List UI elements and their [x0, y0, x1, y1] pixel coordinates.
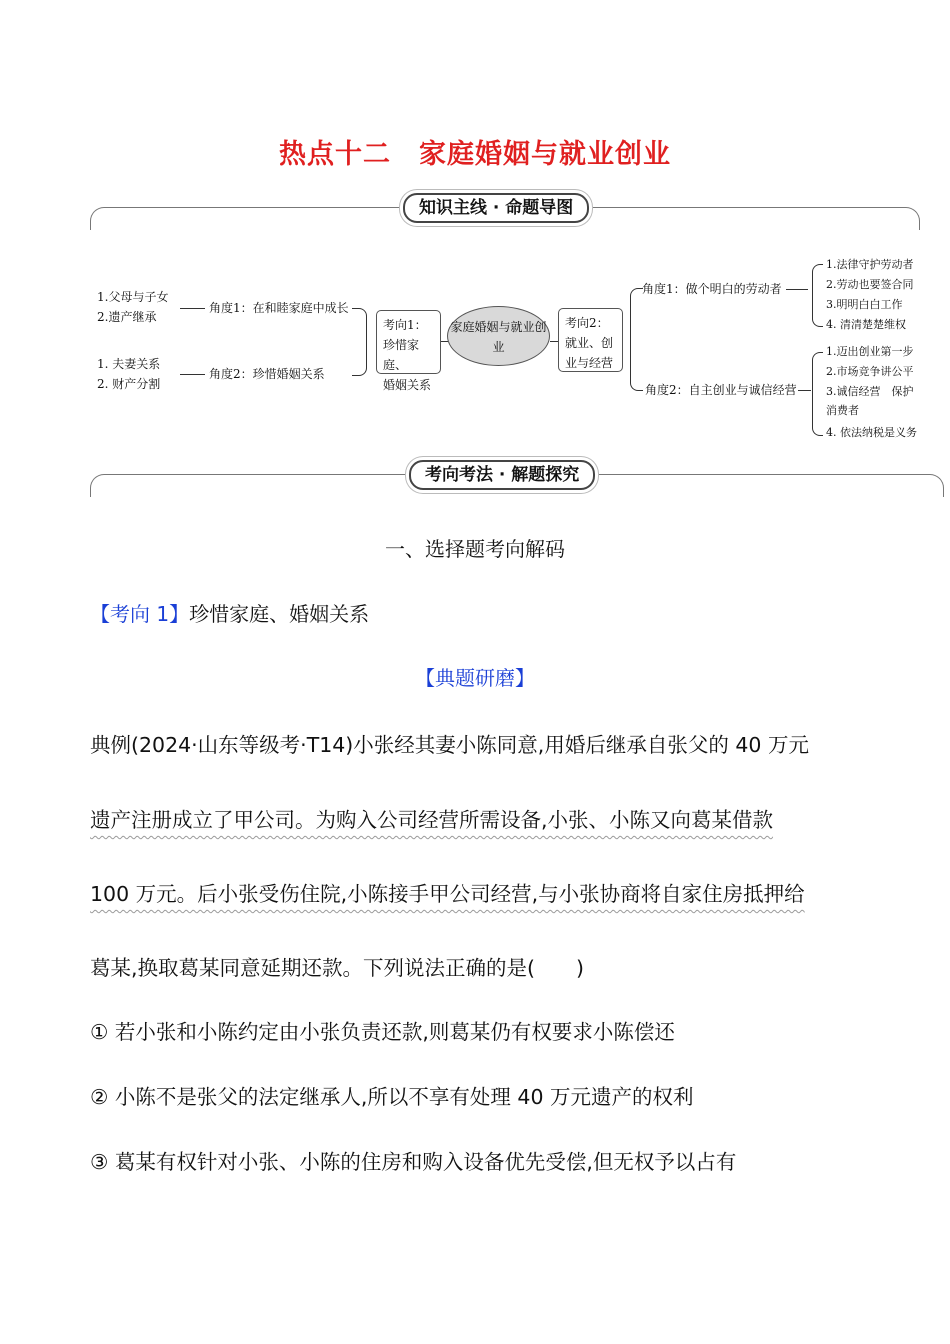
- question-line-text: 100 万元。后小张受伤住院,小陈接手甲公司经营,与小张协商将自家住房抵押给: [90, 882, 805, 906]
- left-angle2-item: 2. 财产分割: [97, 377, 161, 391]
- connector-line: [798, 390, 811, 391]
- question-line-text: 遗产注册成立了甲公司。为购入公司经营所需设备,小张、小陈又向葛某借款: [90, 808, 774, 832]
- right-topic-line: 考向2：: [565, 316, 609, 330]
- kaoxiang-tag: 【考向 1】: [90, 602, 190, 626]
- right-topic-box: [558, 308, 623, 372]
- left-angle2-item: 1. 夫妻关系: [97, 357, 161, 371]
- left-bracket: [352, 308, 367, 376]
- left-topic-line: 珍惜家庭、: [383, 338, 420, 372]
- right-angle1-item: 1.法律守护劳动者: [826, 258, 914, 271]
- section-heading: 一、选择题考向解码: [385, 537, 565, 561]
- question-line: [90, 803, 865, 833]
- right-topic-line: 业与经营: [565, 356, 614, 370]
- right-angle2-bracket: [812, 352, 823, 436]
- mindmap-center: 家庭婚姻与就业创业: [447, 306, 550, 366]
- right-angle1-item: 3.明明白白工作: [826, 298, 903, 311]
- option-item: ① 若小张和小陈约定由小张负责还款,则葛某仍有权要求小陈偿还: [90, 1020, 675, 1044]
- right-angle1-item: 4. 清清楚楚维权: [826, 318, 906, 331]
- left-angle1: 角度1：在和睦家庭中成长: [209, 301, 349, 315]
- left-angle1-item: 2.遗产继承: [97, 310, 157, 324]
- right-angle2-item: 3.诚信经营 保护: [826, 385, 914, 398]
- right-angle2-item: 4. 依法纳税是义务: [826, 426, 917, 439]
- connector-line: [786, 289, 808, 290]
- connector-line: [180, 308, 205, 309]
- right-angle2-item: 2.市场竞争讲公平: [826, 365, 914, 378]
- kaoxiang-text: 珍惜家庭、婚姻关系: [189, 602, 370, 626]
- right-angle1-bracket: [812, 264, 823, 327]
- right-bracket: [630, 288, 643, 391]
- left-angle1-item: 1.父母与子女: [97, 290, 169, 304]
- right-topic-line: 就业、创: [565, 336, 614, 350]
- right-angle2: 角度2：自主创业与诚信经营: [645, 383, 797, 397]
- right-angle2-item: 1.迈出创业第一步: [826, 345, 914, 358]
- left-topic-box: [376, 310, 441, 392]
- dianti-heading: 【典题研磨】: [415, 666, 535, 690]
- right-angle1: 角度1：做个明白的劳动者: [642, 282, 782, 296]
- left-topic-line: 考向1：: [383, 318, 427, 332]
- left-topic-line: 婚姻关系: [383, 378, 432, 392]
- right-angle1-item: 2.劳动也要签合同: [826, 278, 914, 291]
- title-part1: 热点十二: [279, 139, 391, 170]
- left-angle2: 角度2：珍惜婚姻关系: [209, 367, 325, 381]
- option-item: ② 小陈不是张父的法定继承人,所以不享有处理 40 万元遗产的权利: [90, 1085, 694, 1109]
- connector-line: [180, 374, 205, 375]
- banner1-label: 知识主线 · 命题导图: [403, 193, 589, 223]
- title-part2: 家庭婚姻与就业创业: [419, 139, 671, 170]
- question-line: 葛某,换取葛某同意延期还款。下列说法正确的是( ): [90, 956, 585, 980]
- question-line: 典例(2024·山东等级考·T14)小张经其妻小陈同意,用婚后继承自张父的 40 万元: [90, 733, 809, 757]
- option-item: ③ 葛某有权针对小张、小陈的住房和购入设备优先受偿,但无权予以占有: [90, 1150, 737, 1174]
- mindmap: [0, 0, 950, 460]
- kaoxiang-heading: [90, 598, 369, 627]
- right-angle2-item: 消费者: [826, 404, 859, 417]
- banner2-label: 考向考法 · 解题探究: [409, 460, 595, 490]
- question-line: [90, 877, 865, 907]
